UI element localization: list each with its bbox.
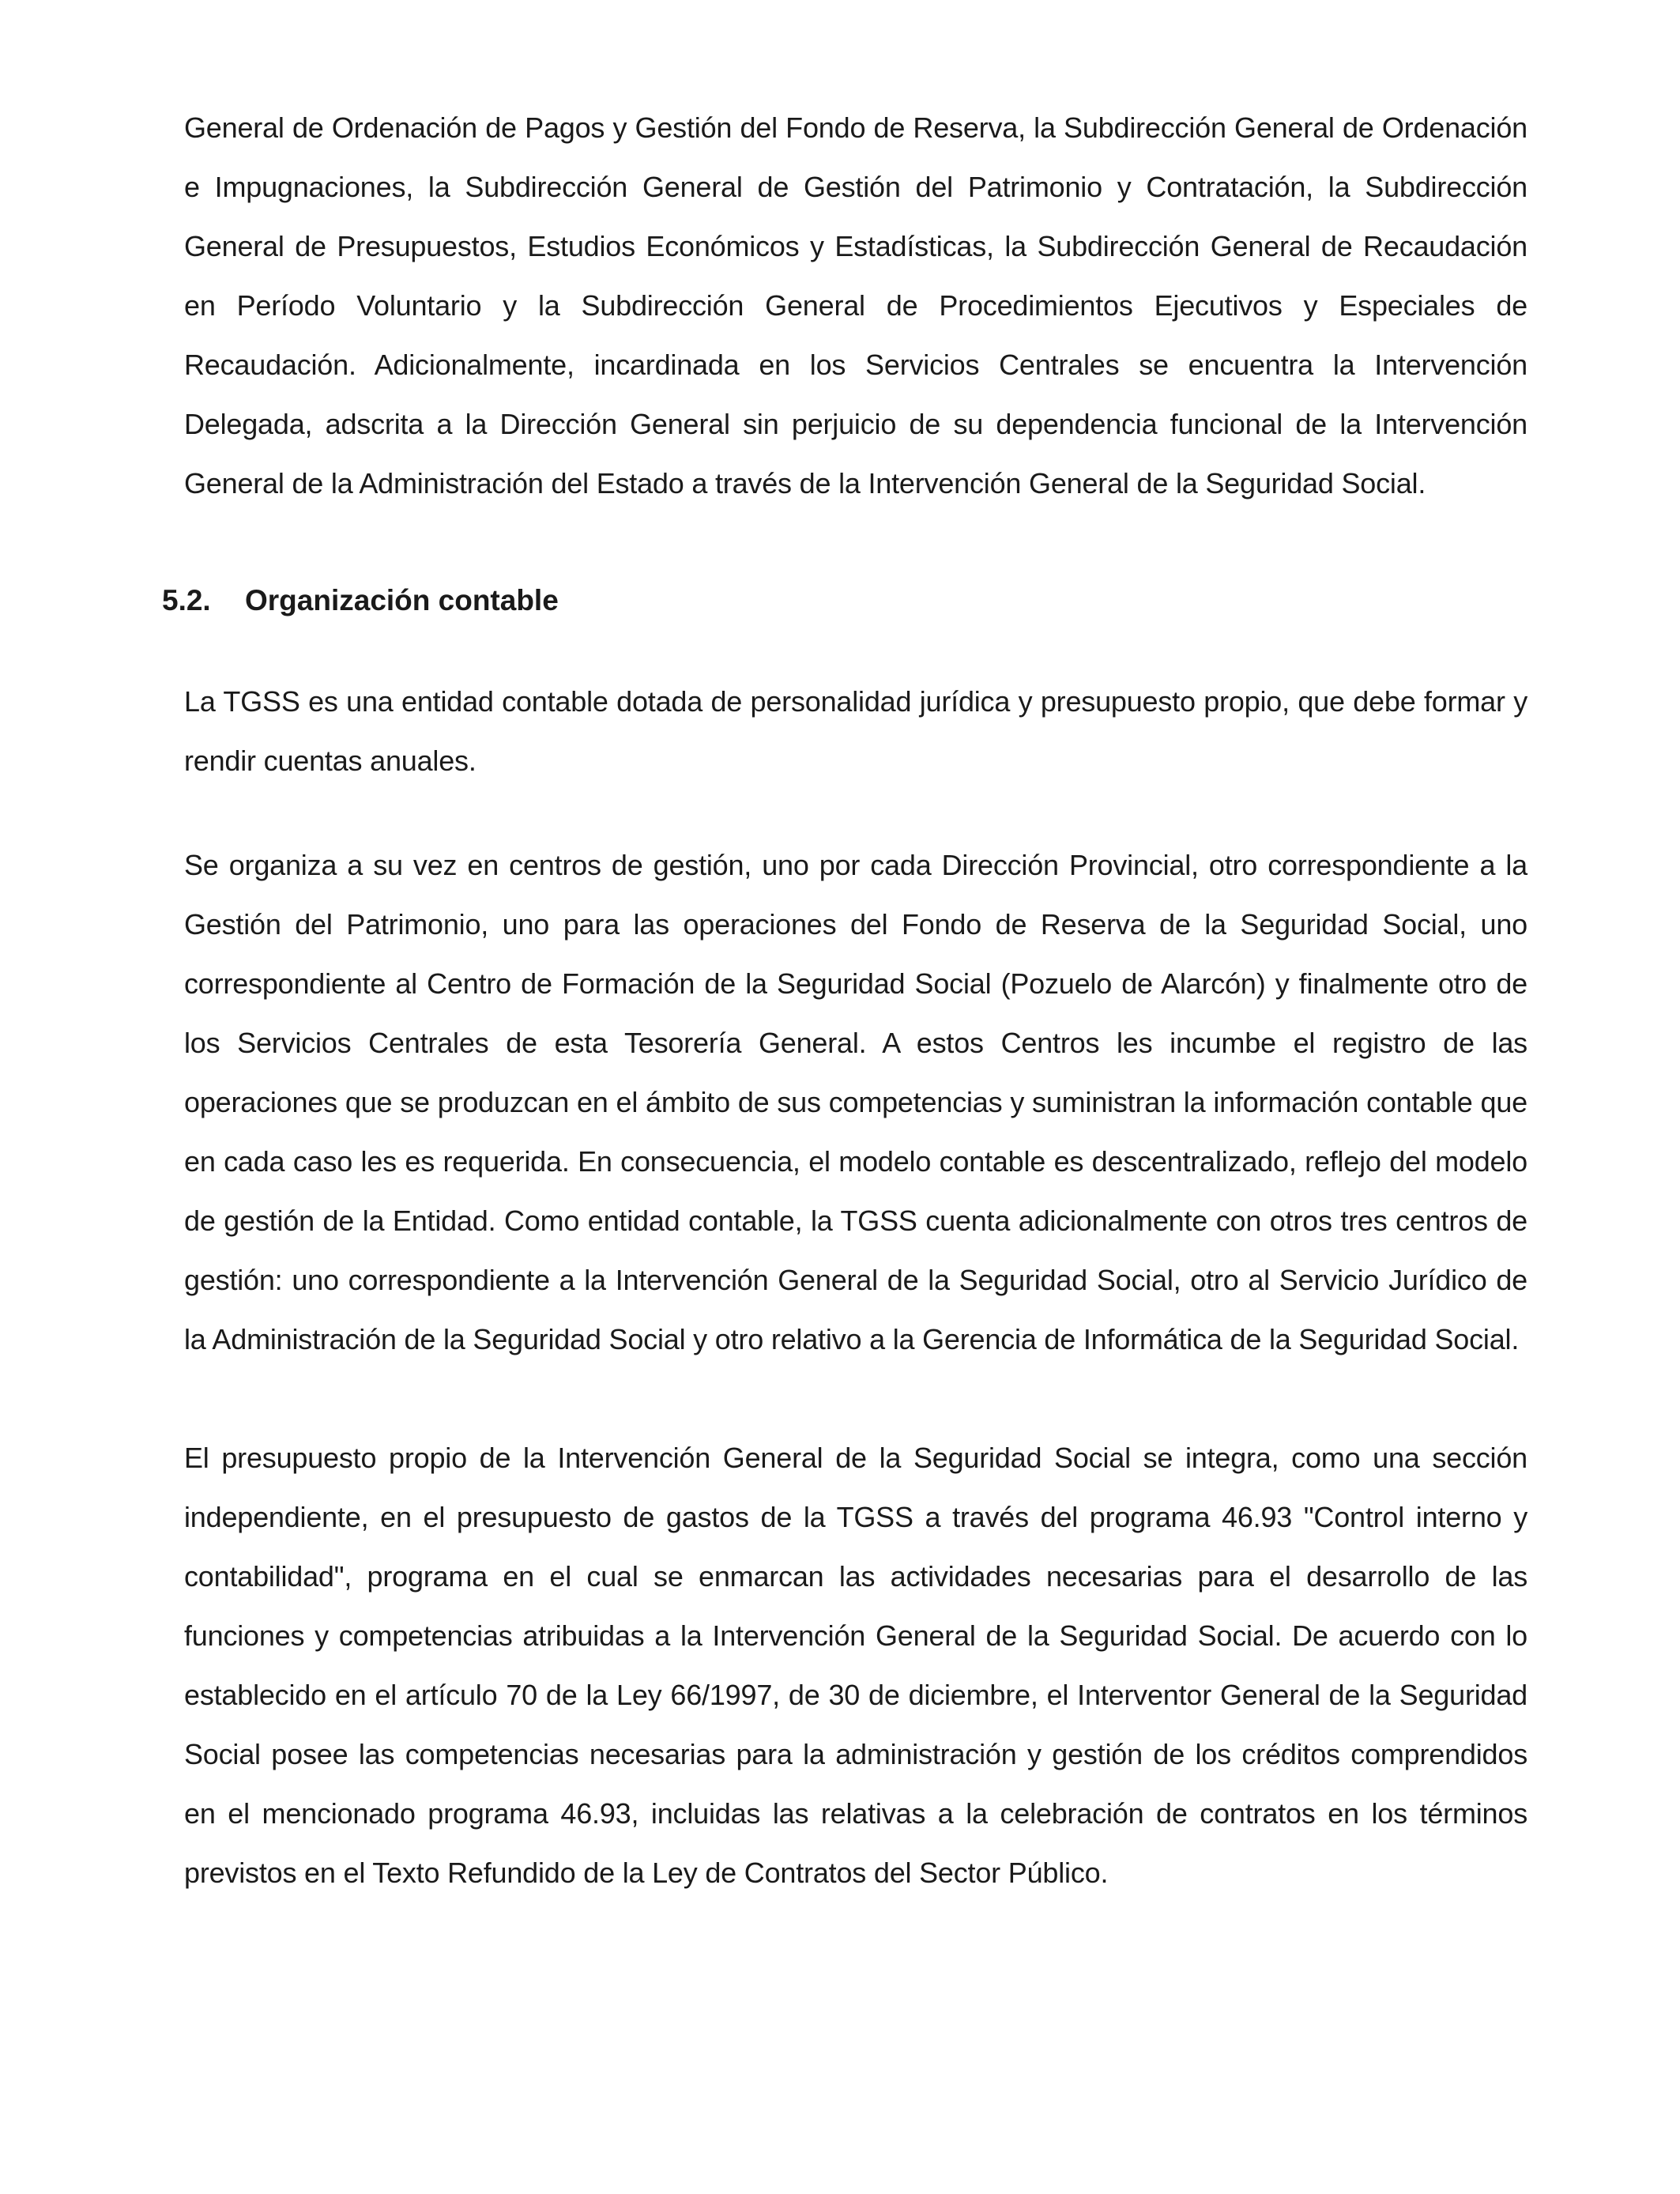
section-number: 5.2. [162,584,211,616]
paragraph-budget-program: El presupuesto propio de la Intervención General de la Seguridad Social se integra, como una sección independiente, en el presupuesto de gastos de la TGSS a través del programa 46.93 "Control interno y contabilidad", programa en el cual se enmarcan las actividades necesarias para el desarrollo de las funciones y competencias atribuidas a la Intervención General de la Seguridad Social. De acuerdo con lo establecido en el artículo 70 de la Ley 66/1997, de 30 de diciembre, el Interventor General de la Seguridad Social posee las competencias necesarias para la administración y gestión de los créditos comprendidos en el mencionado programa 46.93, incluidas las relativas a la celebración de contratos en los términos previstos en el Texto Refundido de la Ley de Contratos del Sector Público. [184,1442,1527,1889]
paragraph-tgss-entity: La TGSS es una entidad contable dotada de personalidad jurídica y presupuesto propio, que debe formar y rendir cuentas anuales. [184,685,1527,777]
section-heading [162,571,559,630]
paragraph-continuation: General de Ordenación de Pagos y Gestión del Fondo de Reserva, la Subdirección General de Ordenación e Impugnaciones, la Subdirección General de Gestión del Patrimonio y Contratación, la Subdirección General de Presupuestos, Estudios Económicos y Estadísticas, la Subdirección General de Recaudación en Período Voluntario y la Subdirección General de Procedimientos Ejecutivos y Especiales de Recaudación. Adicionalmente, incardinada en los Servicios Centrales se encuentra la Intervención Delegada, adscrita a la Dirección General sin perjuicio de su dependencia funcional de la Intervención General de la Administración del Estado a través de la Intervención General de la Seguridad Social. [184,111,1527,499]
paragraph-management-centers: Se organiza a su vez en centros de gestión, uno por cada Dirección Provincial, otro correspondiente a la Gestión del Patrimonio, uno para las operaciones del Fondo de Reserva de la Seguridad Social, uno correspondiente al Centro de Formación de la Seguridad Social (Pozuelo de Alarcón) y finalmente otro de los Servicios Centrales de esta Tesorería General. A estos Centros les incumbe el registro de las operaciones que se produzcan en el ámbito de sus competencias y suministran la información contable que en cada caso les es requerida. En consecuencia, el modelo contable es descentralizado, reflejo del modelo de gestión de la Entidad. Como entidad contable, la TGSS cuenta adicionalmente con otros tres centros de gestión: uno correspondiente a la Intervención General de la Seguridad Social, otro al Servicio Jurídico de la Administración de la Seguridad Social y otro relativo a la Gerencia de Informática de la Seguridad Social. [184,849,1527,1355]
section-title: Organización contable [245,584,559,616]
